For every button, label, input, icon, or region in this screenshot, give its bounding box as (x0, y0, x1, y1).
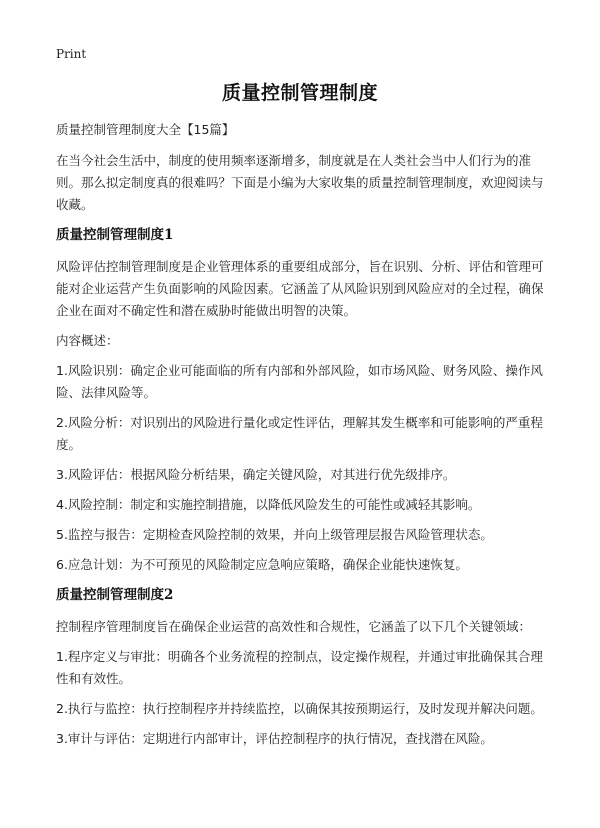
list-item: 2.风险分析：对识别出的风险进行量化或定性评估，理解其发生概率和可能影响的严重程度。 (56, 415, 543, 452)
list-item: 1.程序定义与审批：明确各个业务流程的控制点，设定操作规程，并通过审批确保其合理性和有效性。 (56, 649, 543, 686)
list-item: 1.风险识别：确定企业可能面临的所有内部和外部风险，如市场风险、财务风险、操作风险、法律风险等。 (56, 363, 543, 400)
section-1-heading: 质量控制管理制度1 (56, 227, 174, 243)
overview-label: 内容概述： (56, 333, 119, 348)
list-item: 3.风险评估：根据风险分析结果，确定关键风险，对其进行优先级排序。 (56, 467, 456, 482)
list-item: 2.执行与监控：执行控制程序并持续监控，以确保其按预期运行，及时发现并解决问题。 (56, 701, 543, 716)
page-title: 质量控制管理制度 (221, 82, 378, 104)
section-1-paragraph: 风险评估控制管理制度是企业管理体系的重要组成部分，旨在识别、分析、评估和管理可能对企业运营产生负面影响的风险因素。它涵盖了从风险识别到风险应对的全过程，确保企业在面对不确定性和潜在威胁时能做出明智的决策。 (56, 259, 544, 318)
list-item: 6.应急计划：为不可预见的风险制定应急响应策略，确保企业能快速恢复。 (56, 557, 468, 572)
section-2-heading: 质量控制管理制度2 (56, 587, 174, 603)
list-item: 4.风险控制：制定和实施控制措施，以降低风险发生的可能性或减轻其影响。 (56, 497, 481, 512)
list-item: 5.监控与报告：定期检查风险控制的效果，并向上级管理层报告风险管理状态。 (56, 527, 493, 542)
document-subtitle: 质量控制管理制度大全【15篇】 (56, 122, 235, 137)
document-body (56, 119, 550, 758)
list-item: 3.审计与评估：定期进行内部审计，评估控制程序的执行情况，查找潜在风险。 (56, 731, 493, 746)
section-2-paragraph: 控制程序管理制度旨在确保企业运营的高效性和合规性，它涵盖了以下几个关键领域： (56, 619, 532, 634)
intro-paragraph: 在当今社会生活中，制度的使用频率逐渐增多，制度就是在人类社会当中人们行为的准则。那么拟定制度真的很难吗？下面是小编为大家收集的质量控制管理制度，欢迎阅读与收藏。 (56, 153, 544, 212)
print-label: Print (56, 47, 87, 61)
